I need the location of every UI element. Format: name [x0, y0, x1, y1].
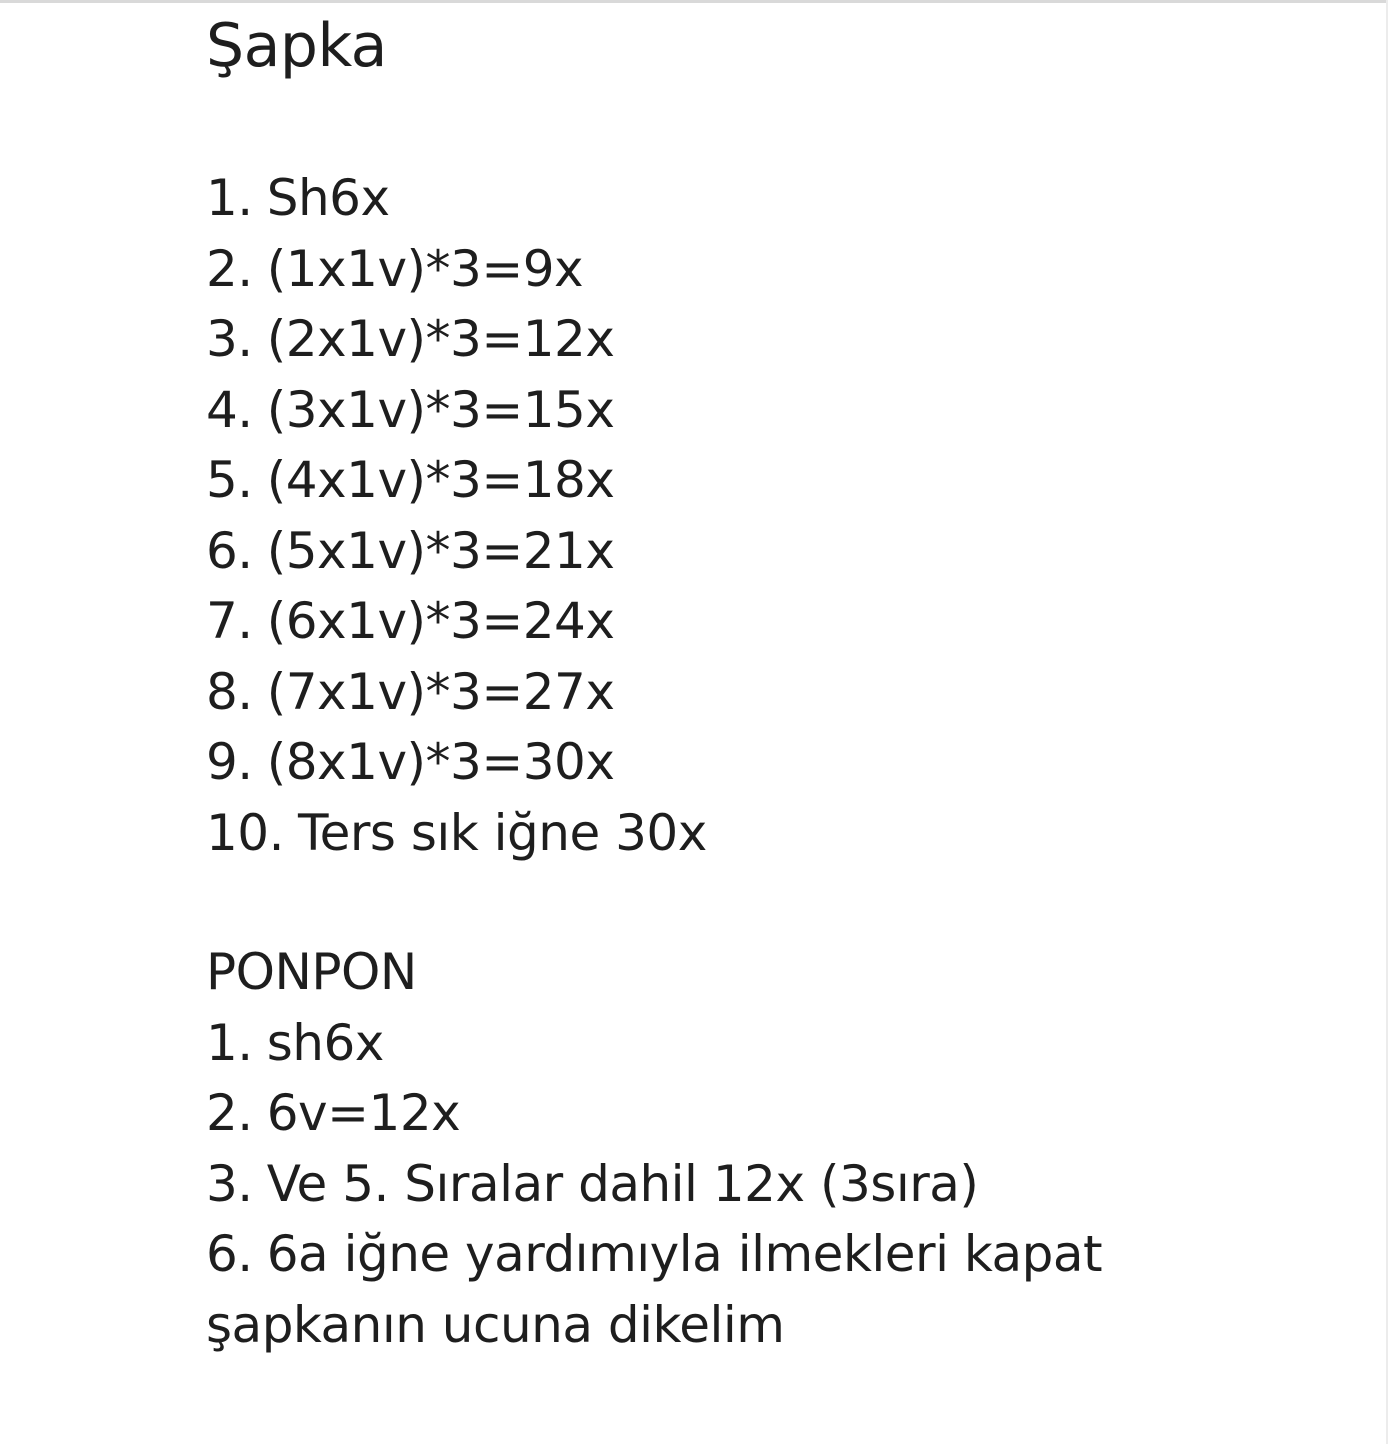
list-item — [206, 304, 1356, 375]
row-number: 4. — [206, 380, 253, 439]
row-text: Sh6x — [266, 169, 390, 227]
row-number: 2. — [206, 1084, 253, 1142]
row-number: 5. — [206, 451, 253, 509]
list-item — [206, 516, 1356, 587]
row-text: (3x1v)*3=15x — [266, 380, 615, 439]
list-item — [206, 727, 1356, 798]
hat-instructions — [206, 163, 1356, 868]
section-heading: PONPON — [206, 943, 417, 1001]
list-item — [206, 234, 1356, 305]
row-number: 6. — [206, 521, 253, 580]
row-number: 9. — [206, 733, 253, 791]
row-text: (6x1v)*3=24x — [266, 592, 615, 650]
ponpon-instructions — [206, 937, 1356, 1360]
row-text: (4x1v)*3=18x — [266, 451, 615, 509]
row-text: (8x1v)*3=30x — [266, 733, 615, 791]
list-item — [206, 1219, 1356, 1290]
row-number: 6. — [206, 1225, 253, 1283]
list-item — [206, 798, 1356, 869]
page-title: Şapka — [206, 11, 387, 81]
row-text: Ters sık iğne 30x — [298, 803, 707, 862]
row-text: Ve 5. Sıralar dahil 12x (3sıra) — [266, 1154, 979, 1213]
row-number: 8. — [206, 662, 253, 721]
row-text: sh6x — [266, 1013, 384, 1072]
row-number: 1. — [206, 169, 253, 227]
row-text: (5x1v)*3=21x — [266, 521, 615, 580]
row-text: (1x1v)*3=9x — [266, 239, 584, 298]
list-item — [206, 375, 1356, 446]
row-number: 7. — [206, 592, 253, 650]
row-number: 2. — [206, 239, 253, 298]
document-body — [206, 10, 1356, 1360]
row-number: 1. — [206, 1013, 253, 1072]
list-item — [206, 163, 1356, 234]
list-item — [206, 657, 1356, 728]
top-border — [0, 0, 1388, 3]
row-number: 3. — [206, 310, 253, 368]
list-item — [206, 1149, 1356, 1220]
row-number: 3. — [206, 1154, 253, 1213]
row-text: (7x1v)*3=27x — [266, 662, 615, 721]
list-item — [206, 1078, 1356, 1149]
row-text: (2x1v)*3=12x — [266, 310, 615, 368]
row-number: 10. — [206, 803, 285, 862]
list-item — [206, 586, 1356, 657]
row-text: 6v=12x — [266, 1084, 461, 1142]
row-text: 6a iğne yardımıyla ilmekleri kapat — [266, 1225, 1103, 1283]
list-item — [206, 445, 1356, 516]
continuation-text: şapkanın ucuna dikelim — [206, 1295, 785, 1354]
list-item — [206, 1008, 1356, 1079]
